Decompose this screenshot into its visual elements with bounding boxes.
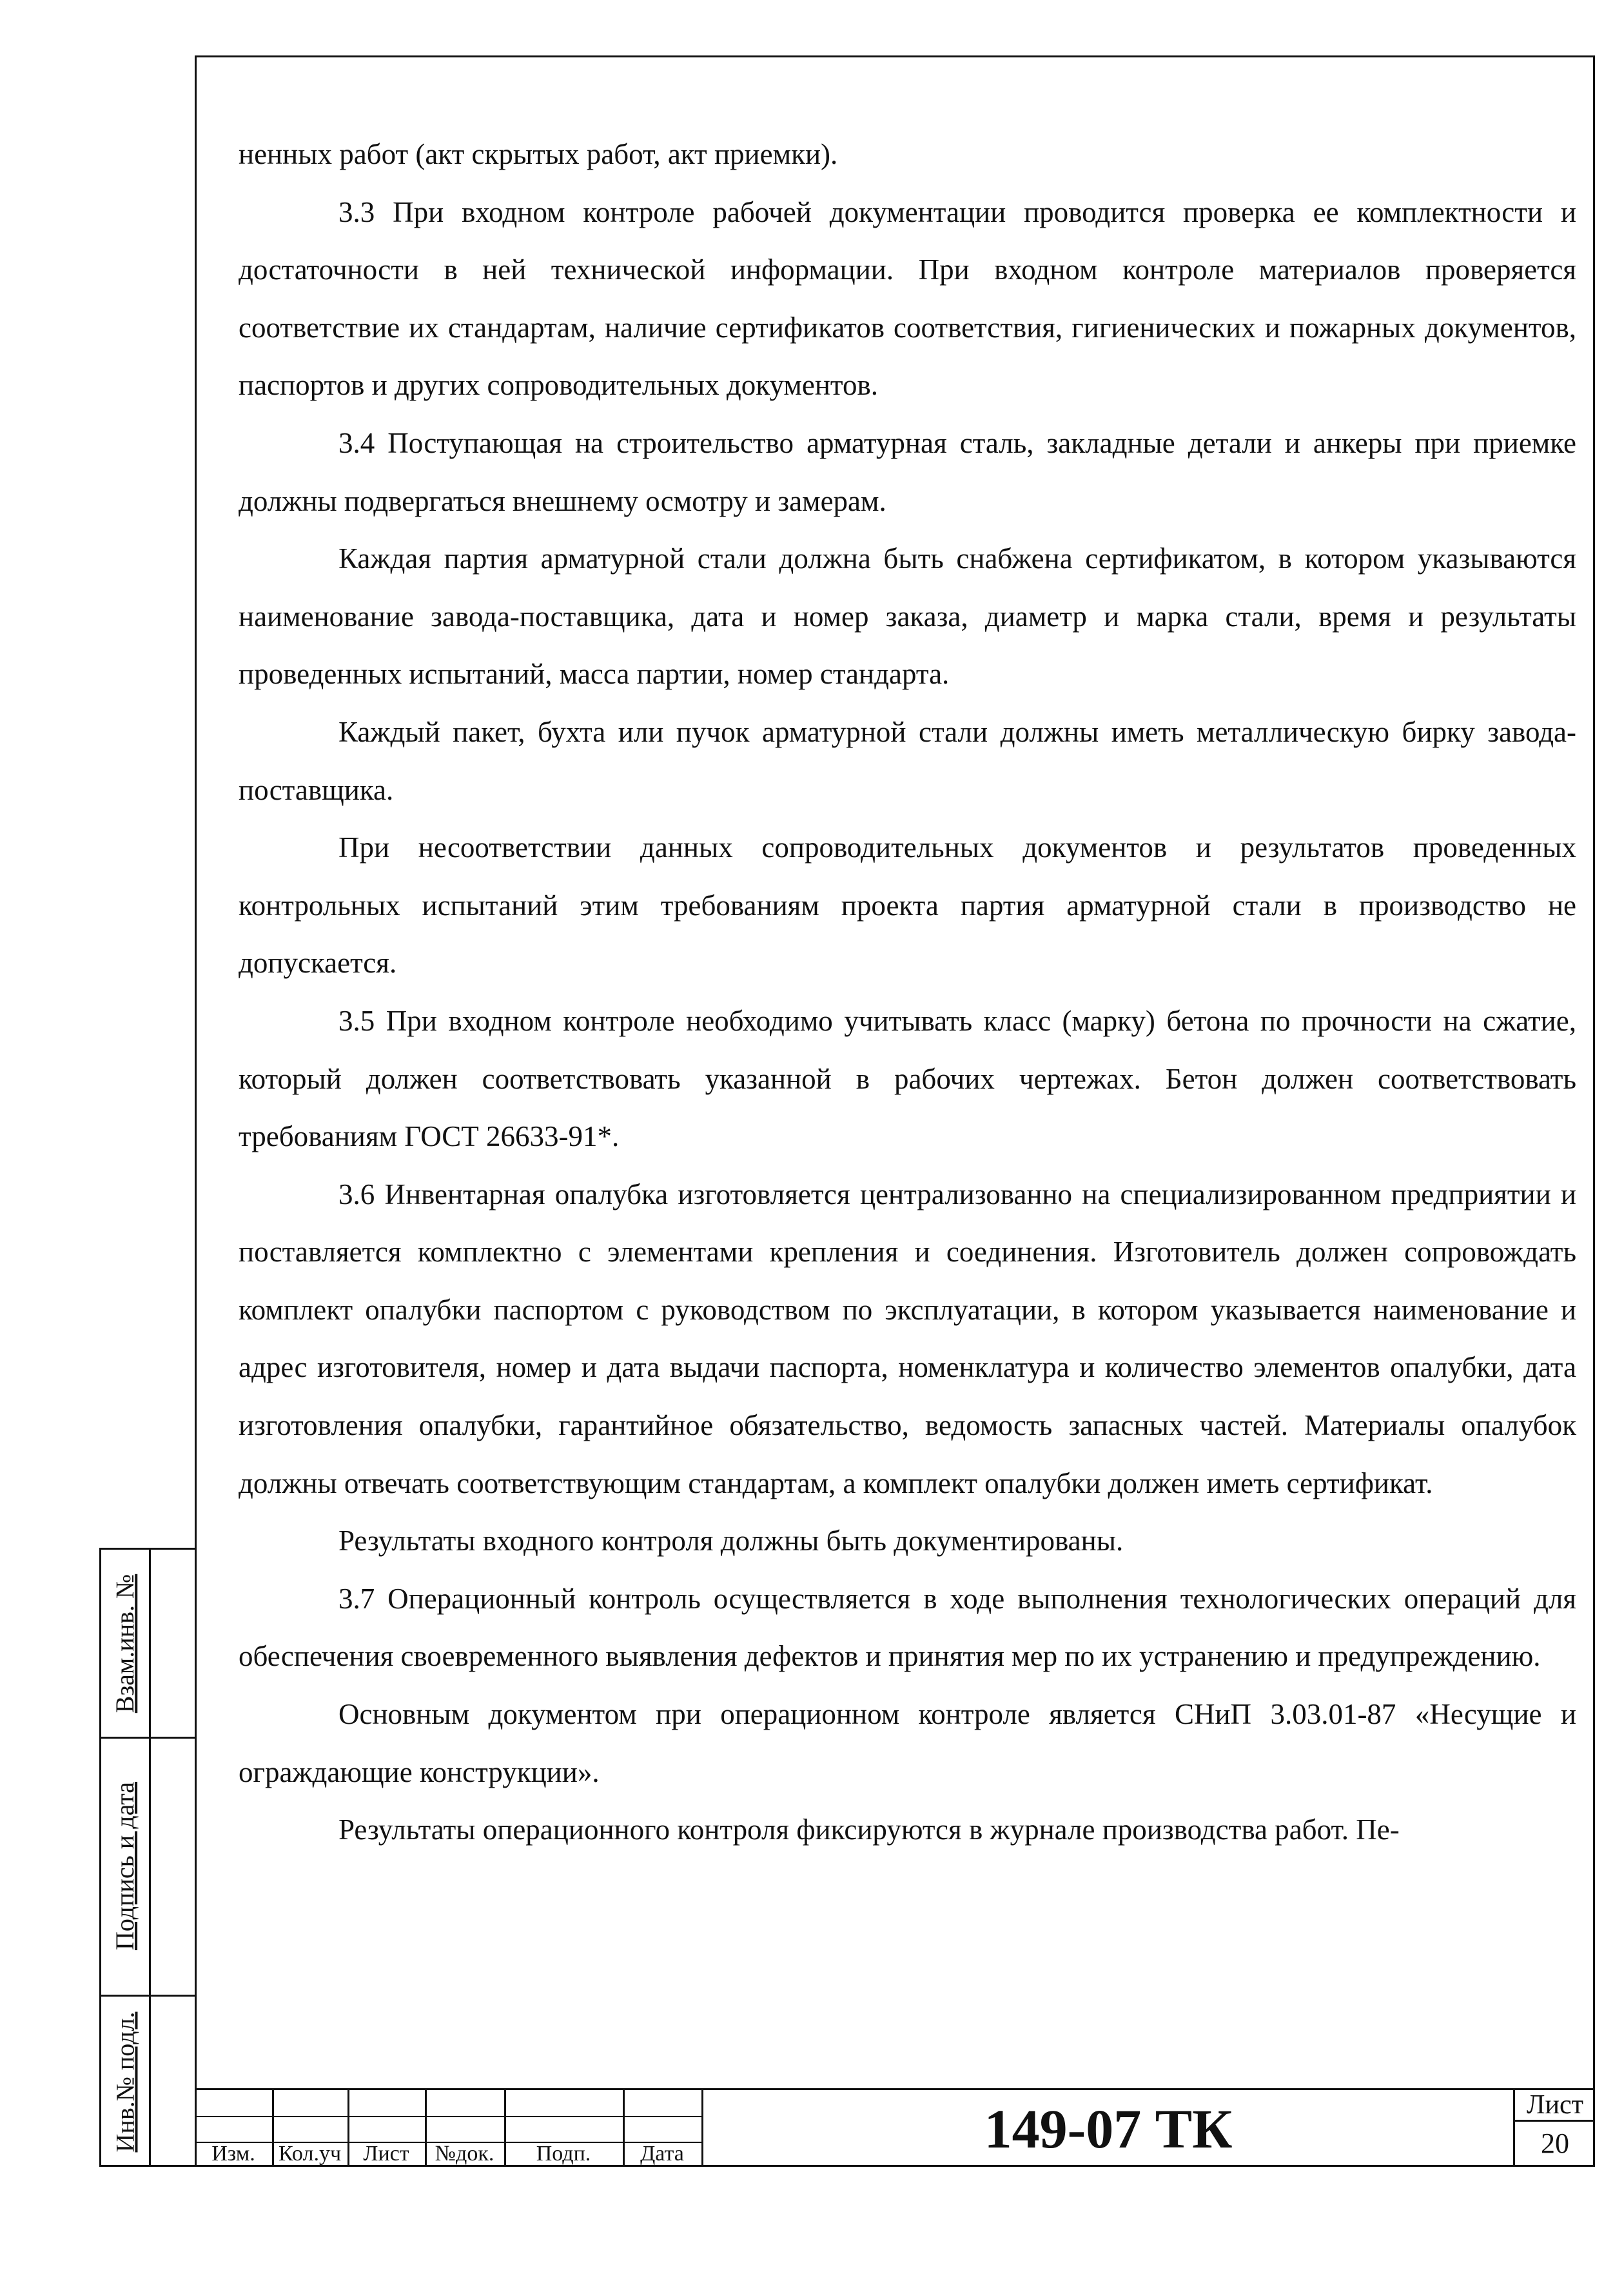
col-signature-label: Подп. <box>536 2142 591 2166</box>
paragraph: 3.5 При входном контроле необходимо учитывать класс (марку) бетона по прочности на сжатие, который должен соответствовать указанной в рабочих чертежах. Бетон должен соответствовать требованиям ГОСТ 26633-91*. <box>239 1004 1576 1153</box>
signature-date-label: Подпись и дата <box>110 1781 140 1950</box>
body-text <box>239 126 1576 1859</box>
sheet-number-box <box>1513 2088 1595 2167</box>
col-docnum-label: №док. <box>435 2142 494 2166</box>
paragraph: При несоответствии данных сопроводительных документов и результатов проведенных контрольных испытаний этим требованиям проекта партия арматурной стали в производство не допускается. <box>239 831 1576 980</box>
side-stamp-divider <box>149 1550 151 2165</box>
paragraph: Каждый пакет, бухта или пучок арматурной стали должны иметь металлическую бирку завода-поставщика. <box>239 715 1576 806</box>
replacement-inventory-label: Взам.инв. № <box>110 1574 140 1713</box>
document-code: 149-07 ТК <box>701 2088 1513 2167</box>
original-inventory-label: Инв.№ подл. <box>110 2011 140 2152</box>
paragraph: Результаты входного контроля должны быть документированы. <box>338 1525 1124 1557</box>
paragraph: 3.7 Операционный контроль осуществляется в ходе выполнения технологических операций для обеспечения своевременного выявления дефектов и принятия мер по их устранению и предупреждению. <box>239 1582 1576 1673</box>
side-stamp-cell <box>101 1995 149 2169</box>
col-count-label: Кол.уч <box>278 2142 342 2166</box>
paragraph: Основным документом при операционном контроле является СНиП 3.03.01-87 «Несущие и ограждающие конструкции». <box>239 1698 1576 1788</box>
revision-grid <box>195 2088 701 2167</box>
side-stamp <box>99 1548 195 2167</box>
paragraph: 3.4 Поступающая на строительство арматурная сталь, закладные детали и анкеры при приемке должны подвергаться внешнему осмотру и замерам. <box>239 426 1576 517</box>
paragraph: 3.3 При входном контроле рабочей документации проводится проверка ее комплектности и достаточности в ней технической информации. При входном контроле материалов проверяется соответствие их стандартам, наличие сертификатов соответствия, гигиенических и пожарных документов, паспортов и других сопроводительных документов. <box>239 195 1576 402</box>
paragraph: Каждая партия арматурной стали должна быть снабжена сертификатом, в котором указываются наименование завода-поставщика, дата и номер заказа, диаметр и марка стали, время и результаты проведенных испытаний, масса партии, номер стандарта. <box>239 542 1576 691</box>
paragraph: 3.6 Инвентарная опалубка изготовляется централизованно на специализированном предприятии и поставляется комплектно с элементами крепления и соединения. Изготовитель должен сопровождать комплект опалубки паспортом с руководством по эксплуатации, в котором указывается наименование и адрес изготовителя, номер и дата выдачи паспорта, номенклатура и количество элементов опалубки, дата изготовления опалубки, гарантийное обязательство, ведомость запасных частей. Материалы опалубок должны отвечать соответствующим стандартам, а комплект опалубки должен иметь сертификат. <box>239 1178 1576 1499</box>
paragraph: ненных работ (акт скрытых работ, акт приемки). <box>239 138 838 170</box>
col-change-label: Изм. <box>211 2142 255 2166</box>
side-stamp-cell <box>101 1737 149 1995</box>
col-sheet-label: Лист <box>363 2142 409 2166</box>
grid-line <box>195 2116 701 2117</box>
sheet-number: 20 <box>1541 2128 1569 2159</box>
sheet-label: Лист <box>1515 2090 1595 2122</box>
paragraph: Результаты операционного контроля фиксируются в журнале производства работ. Пе- <box>338 1813 1400 1846</box>
side-stamp-cell <box>101 1550 149 1737</box>
col-date-label: Дата <box>640 2142 684 2166</box>
